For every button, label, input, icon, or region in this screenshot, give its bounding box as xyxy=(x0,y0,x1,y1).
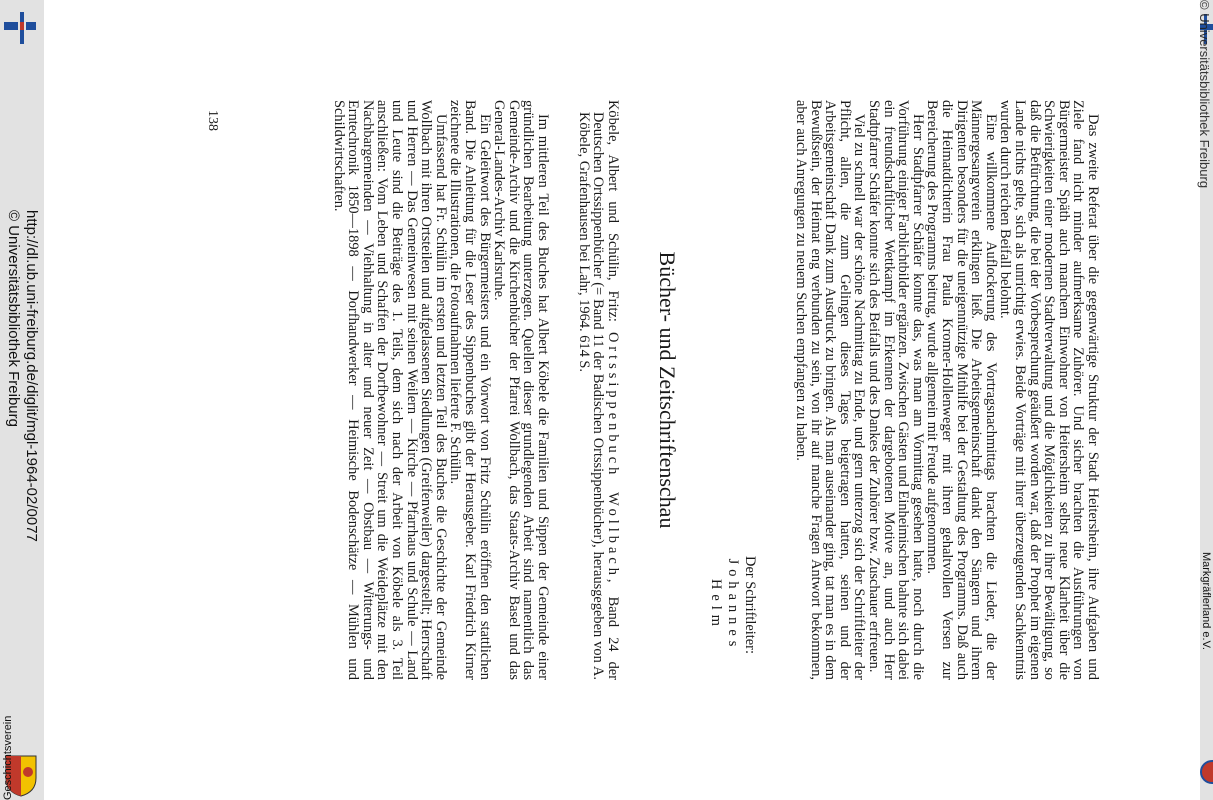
coat-of-arms-icon-right xyxy=(1200,752,1213,792)
signature-role: Der Schriftleiter: xyxy=(742,556,758,654)
review-text xyxy=(331,100,550,680)
publisher-caption-left: Geschichtsverein xyxy=(2,715,14,800)
top-credit-stamp: © Universitätsbibliothek Freiburg xyxy=(1197,0,1212,189)
university-logo-icon xyxy=(2,8,38,48)
book-authors: Köbele, Albert und Schülin, Fritz: xyxy=(605,100,621,322)
url-stamp[interactable] xyxy=(4,210,40,542)
signature-name: Johannes Helm xyxy=(708,558,741,652)
book-reference xyxy=(576,100,620,680)
paragraph: Viel zu schnell war der schöne Nachmittag zu Ende, und gern unterzog sich der Schriftleiter der Pflicht, allen, die zum Gelingen dieses Tages beigetragen hatten, seinen und der Arbeitsgemeinschaft Dank zum Ausdruck zu bringen. Als man auseinander ging, tat man es in dem Bewußtsein, der Heimat eng verbunden zu sein, von ihr auf manche Fragen Antwort bekommen, aber auch Anregungen zu neuem Suchen empfangen zu haben. xyxy=(793,100,868,680)
paragraph: Umfassend hat Fr. Schülin im ersten und letzten Teil des Buches die Geschichte der Gemeinde Wollbach mit ihren Ortsteilen und aufgelassenen Siedlungen (Greifenweiler) dargestellt; Herrschaft und Herren — Das Gemeinwesen mit seinen Weilern — Kirche — Pfarrhaus und Schule — Land und Leute sind die Beiträge des 1. Teils, dem sich nach der Arbeit von Köbele als 3. Teil anschließen: Vom Leben und Schaffen der Dorfbewohner — Streit um die Weideplätze mit den Nachbargemeinden — Viehhaltung in alter und neuer Zeit — Obstbau — Witterungs- und Erntechronik 1850—1898 — Dorfhandwerker — Heimische Bodenschätze — Mühlen und Schildwirtschaften. xyxy=(330,100,449,680)
paragraph: Ein Geleitwort des Bürgermeisters und ein Vorwort von Fritz Schülin eröffnen den stattlichen Band. Die Anleitung für die Leser des Sippenbuches gibt der Herausgeber. Karl Friedrich Kirner zeichnete die Illustrationen, die Fotoaufnahmen lieferte F. Schülin. xyxy=(447,100,493,680)
page-number: 138 xyxy=(205,110,220,131)
book-title: Ortssippenbuch Wollbach, xyxy=(605,331,621,587)
section-title: Bücher- und Zeitschriftenschau xyxy=(655,251,680,529)
signature-block xyxy=(707,530,758,680)
document-page xyxy=(100,100,1100,800)
document-url[interactable]: http://dl.ub.uni-freiburg.de/diglit/mgl-1964-02/0077 xyxy=(23,210,40,542)
paragraph: Im mittleren Teil des Buches hat Albert Köbele die Familien und Sippen der Gemeinde einer gründlichen Bearbeitung unterzogen. Quellen dieser grundlegenden Arbeit sind namentlich das Gemeinde-Archiv und die Kirchenbücher der Pfarrei Wollbach, das Staats-Archiv Basel und das General-Landes-Archiv Karlsruhe. xyxy=(491,100,551,680)
paragraph: Eine willkommene Auflockerung des Vortragsnachmittags brachten die Lieder, die der Männergesangverein erklingen ließ. Die Arbeitsgemeinschaft dankt den Sängern und ihrem Dirigenten besonders für die uneigennützige Mithilfe bei der Gestaltung des Programms. Daß auch die Heimatdichterin Frau Paula Kromer-Hollenweger mit ihren gehaltvollen Versen zur Bereicherung des Programms beitrug, wurde allgemein mit Freude aufgenommen. xyxy=(924,100,999,680)
book-details: Band 24 der Deutschen Ortssippenbücher (= Band 11 der Badischen Ortssippenbücher), herausgegeben von A. Köbele, Grafenhausen bei Lahr, 1964. 614 S. xyxy=(575,112,621,680)
paragraph: Herr Stadtpfarrer Schäfer konnte das, was man am Vormittag gesehen hatte, noch durch die Vorführung einiger Farblichtbilder ergänzen. Zwischen Gästen und Einheimischen bahnte sich dabei ein freundschaftlicher Wettkampf im Erkennen der dargebotenen Motive an, und auch Herr Stadtpfarrer Schäfer konnte sich des Beifalls und des Dankes der Zuhörer bzw. Zuschauer erfreuen. xyxy=(866,100,926,680)
paragraph: Das zweite Referat über die gegenwärtige Struktur der Stadt Heitersheim, ihre Aufgaben und Ziele fand nicht minder aufmerksame Zuhörer. Und sicher brachten die Ausführungen von Bürgermeister Späth auch manchem Einwohner von Heitersheim selbst neue Klarheit über die Schwierigkeiten einer modernen Stadtverwaltung und die Möglichkeiten zu ihrer Bewältigung, so daß die Befürchtung, die bei der Vorbesprechung geäußert worden war, daß der Prophet im eigenen Lande nichts gelte, sich als unrichtig erwies. Beide Vorträge mit ihrer überzeugenden Sachkenntnis wurden durch reichen Beifall belohnt. xyxy=(997,100,1101,680)
report-text xyxy=(794,100,1100,680)
publisher-caption-right: Markgräflerland e.V. xyxy=(1200,551,1212,650)
library-credit: © Universitätsbibliothek Freiburg xyxy=(5,210,22,427)
